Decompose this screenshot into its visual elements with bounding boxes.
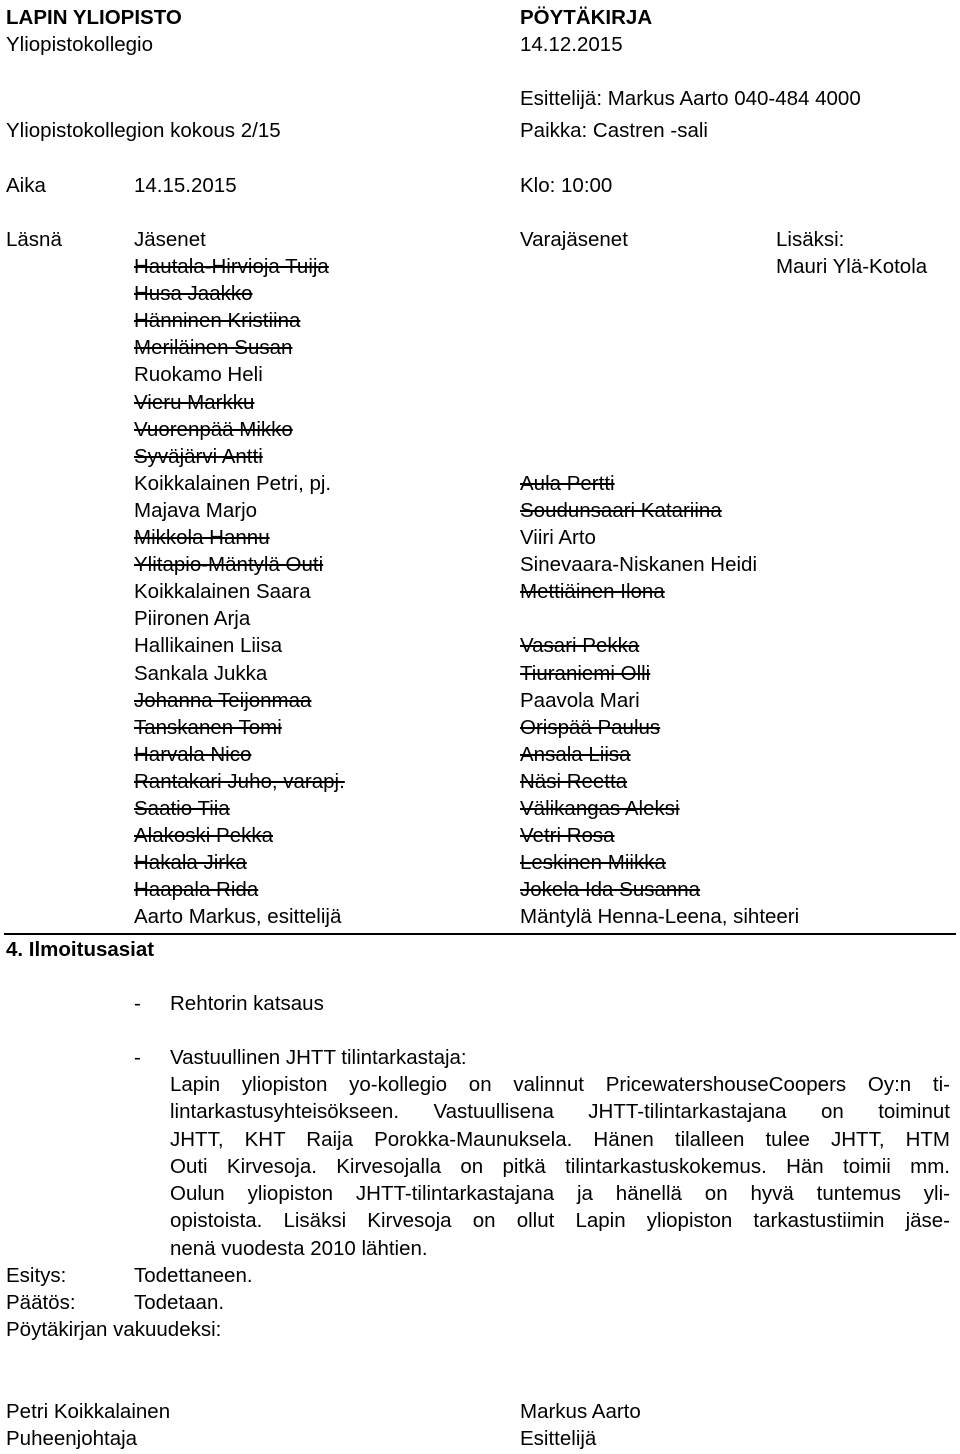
- deputy-name: Mäntylä Henna-Leena, sihteeri: [520, 905, 800, 929]
- document-date: 14.12.2015: [520, 33, 623, 56]
- paragraph-line: Outi Kirvesoja. Kirvesojalla on pitkä tilintarkastuskokemus. Hän toimii mm.: [170, 1154, 950, 1178]
- deputy-name: Leskinen Miikka: [520, 851, 666, 875]
- signature-left-name: Petri Koikkalainen: [6, 1400, 171, 1423]
- member-name: Hänninen Kristiina: [134, 309, 301, 333]
- member-name: Ruokamo Heli: [134, 363, 263, 387]
- section-title: 4. Ilmoitusasiat: [6, 938, 155, 961]
- member-name: Tanskanen Tomi: [134, 715, 282, 739]
- member-name: Rantakari Juho, varapj.: [134, 769, 345, 793]
- proposal-label: Esitys:: [6, 1264, 67, 1287]
- signature-right-name: Markus Aarto: [520, 1400, 641, 1423]
- time-date: 14.15.2015: [134, 174, 237, 197]
- member-name: Vuorenpää Mikko: [134, 417, 293, 441]
- extra-person: Mauri Ylä-Kotola: [776, 255, 928, 278]
- deputy-name: Orispää Paulus: [520, 715, 661, 739]
- member-name: Sankala Jukka: [134, 661, 268, 685]
- paragraph-line: Lapin yliopiston yo-kollegio on valinnut PricewatershouseCoopers Oy:n ti-: [170, 1073, 950, 1096]
- deputy-name: Sinevaara-Niskanen Heidi: [520, 553, 758, 577]
- meeting-place: Paikka: Castren -sali: [520, 119, 708, 142]
- deputy-name: Paavola Mari: [520, 688, 640, 712]
- paragraph-line: JHTT, KHT Raija Porokka-Maunuksela. Hänen tilalleen tulee JHTT, HTM: [170, 1127, 950, 1151]
- deputy-name: Soudunsaari Katariina: [520, 498, 722, 522]
- member-name: Meriläinen Susan: [134, 336, 293, 360]
- decision-text: Todetaan.: [134, 1291, 225, 1314]
- member-name: Hautala-Hirvioja Tuija: [134, 255, 329, 278]
- paragraph-line: Oulun yliopiston JHTT-tilintarkastajana ja hänellä on hyvä tuntemus yli-: [170, 1182, 950, 1206]
- deputy-name: Näsi Reetta: [520, 769, 628, 793]
- deputy-name: Aula Pertti: [520, 471, 615, 495]
- member-name: Alakoski Pekka: [134, 824, 274, 848]
- member-name: Johanna Teijonmaa: [134, 688, 312, 712]
- members-header: Jäsenet: [134, 228, 206, 251]
- member-name: Koikkalainen Saara: [134, 580, 311, 604]
- presenter: Esittelijä: Markus Aarto 040-484 4000: [520, 87, 861, 110]
- member-name: Hallikainen Liisa: [134, 634, 283, 658]
- deputy-name: Jokela Ida Susanna: [520, 878, 701, 902]
- org-name: LAPIN YLIOPISTO: [6, 6, 182, 29]
- member-name: Aarto Markus, esittelijä: [134, 905, 342, 929]
- member-name: Saatio Tiia: [134, 797, 230, 820]
- verification-label: Pöytäkirjan vakuudeksi:: [6, 1318, 222, 1341]
- member-name: Mikkola Hannu: [134, 526, 270, 549]
- meeting-title: Yliopistokollegion kokous 2/15: [6, 119, 281, 142]
- member-name: Husa Jaakko: [134, 282, 253, 306]
- member-name: Koikkalainen Petri, pj.: [134, 471, 332, 495]
- auditor-paragraph: [170, 1071, 950, 1262]
- member-name: Ylitapio-Mäntylä Outi: [134, 553, 324, 577]
- item-dash: -: [134, 992, 141, 1015]
- member-name: Haapala Rida: [134, 878, 259, 902]
- proposal-text: Todettaneen.: [134, 1264, 253, 1287]
- deputy-name: Ansala Liisa: [520, 742, 631, 766]
- deputy-name: Viiri Arto: [520, 526, 596, 549]
- deputy-name: Mettiäinen Ilona: [520, 580, 665, 604]
- member-name: Harvala Nico: [134, 742, 252, 766]
- signature-right-role: Esittelijä: [520, 1427, 597, 1450]
- deputy-name: Vetri Rosa: [520, 824, 615, 848]
- document-type: PÖYTÄKIRJA: [520, 6, 653, 29]
- signature-left-role: Puheenjohtaja: [6, 1427, 138, 1450]
- member-name: Vieru Markku: [134, 390, 255, 414]
- paragraph-line: lintarkastusyhteisökseen. Vastuullisena JHTT-tilintarkastajana on toiminut: [170, 1100, 950, 1124]
- item-rector-review: Rehtorin katsaus: [170, 992, 324, 1015]
- present-label: Läsnä: [6, 228, 62, 251]
- item-auditor-title: Vastuullinen JHTT tilintarkastaja:: [170, 1046, 467, 1069]
- deputy-name: Tiuraniemi Olli: [520, 661, 651, 685]
- member-name: Piironen Arja: [134, 607, 251, 631]
- member-name: Majava Marjo: [134, 498, 258, 522]
- section-divider: [4, 933, 956, 935]
- item-dash: -: [134, 1046, 141, 1069]
- extra-header: Lisäksi:: [776, 228, 845, 251]
- decision-label: Päätös:: [6, 1291, 76, 1314]
- member-name: Hakala Jirka: [134, 851, 247, 875]
- deputy-name: Välikangas Aleksi: [520, 797, 680, 820]
- body-name: Yliopistokollegio: [6, 33, 154, 56]
- paragraph-line: nenä vuodesta 2010 lähtien.: [170, 1236, 428, 1260]
- deputy-name: Vasari Pekka: [520, 634, 640, 658]
- deputies-header: Varajäsenet: [520, 228, 628, 251]
- time-label: Aika: [6, 174, 46, 197]
- member-name: Syväjärvi Antti: [134, 444, 263, 468]
- time-clock: Klo: 10:00: [520, 174, 613, 197]
- paragraph-line: opistoista. Lisäksi Kirvesoja on ollut Lapin yliopiston tarkastustiimin jäse-: [170, 1209, 950, 1233]
